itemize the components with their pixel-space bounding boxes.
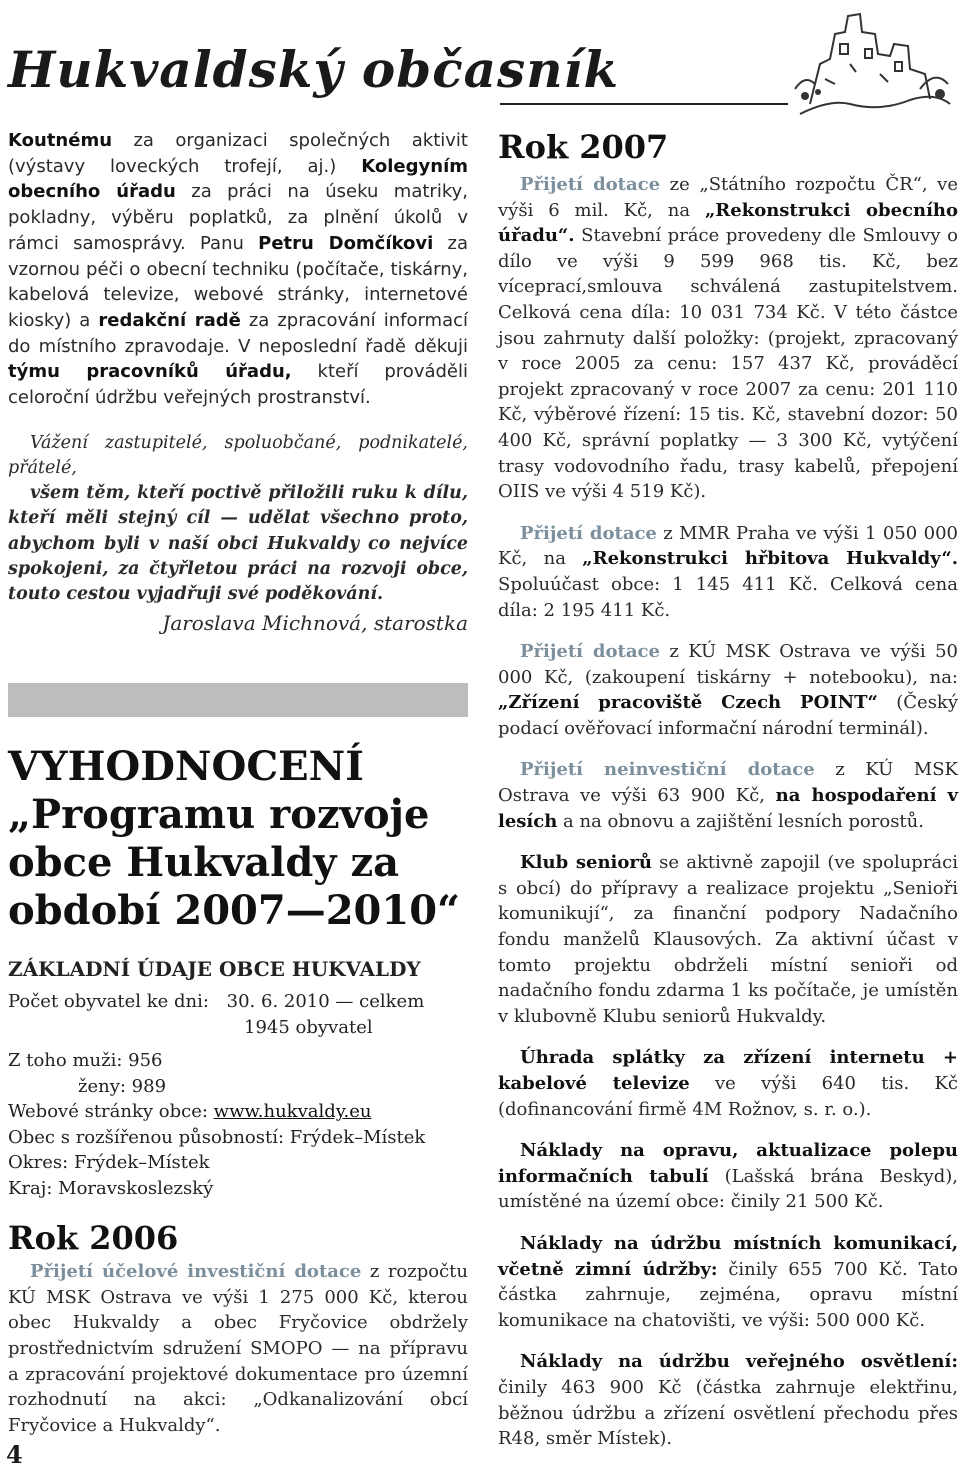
left-column — [8, 128, 468, 1438]
thanks-paragraph: Koutnému za organizaci společných aktivit (výstavy loveckých trofejí, aj.) Kolegyním obecního úřadu za práci na úseku matriky, pokladny, výběru poplatků, za plnění úkolů v rámci samosprávy. Panu Petru Domčíkovi za vzornou péči o obecní techniku (počítače, tiskárny, kabelová televize, webové stránky, internetové kiosky) a redakční radě za zpracování informací do místního zpravodaje. V neposlední řadě děkuji týmu pracovníků úřadu, kteří prováděli celoroční údržbu veřejných prostranství. — [8, 130, 469, 409]
internet-payment-paragraph: Úhrada splátky za zřízení internetu + kabelové televize ve výši 640 tis. Kč (dofinancování firmě 4M Rožnov, s. r. o.). — [498, 1047, 958, 1120]
seniors-club-paragraph: Klub seniorů se aktivně zapojil (ve spolupráci s obcí) do přípravy a realizace projektu „Senioři komunikují“, za finanční podpory Nadačního fondu manželů Klausových. Za aktivní účast v tomto projektu obdrželi místní senioři od nadačního fondu zdarma 1 ks počítače, je umístěn v klubovně Klubu seniorů Hukvaldy. — [498, 852, 958, 1027]
castle-ruin-illustration — [790, 4, 955, 122]
masthead-title: Hukvaldský občasník — [8, 40, 620, 99]
grant-paragraph-1: Přijetí dotace ze „Státního rozpočtu ČR“, ve výši 6 mil. Kč, na „Rekonstrukci obecního úřadu“. Stavební práce provedeny dle Smlouvy o dílo ve výši 9 599 968 tis. Kč, bez víceprací,smlouva schválená zastupitelstvem. Celková cena díla: 10 031 734 Kč. V této částce jsou zahrnuty další položky: (projekt, zpracovaný v roce 2005 za cenu: 157 437 Kč, prováděcí projekt zpracovaný v roce 2007 za cenu: 201 110 Kč, výběrové řízení: 15 tis. Kč, stavební dozor: 50 400 Kč, správní poplatky — 3 300 Kč, vytýčení trasy vodovodního řadu, trasy kabelů, přepojení OIIS ve výši 4 519 Kč). — [498, 174, 958, 503]
info-boards-paragraph: Náklady na opravu, aktualizace polepu informačních tabulí (Lašská brána Beskyd), umístěné na území obce: činily 21 500 Kč. — [498, 1140, 958, 1213]
grant-paragraph-2: Přijetí dotace z MMR Praha ve výši 1 050 000 Kč, na „Rekonstrukci hřbitova Hukvaldy“. Spoluúčast obce: 1 145 411 Kč. Celková cena díla: 2 195 411 Kč. — [498, 522, 958, 621]
grant-paragraph-3: Přijetí dotace z KÚ MSK Ostrava ve výši 50 000 Kč, (zakoupení tiskárny + notebooku), na: „Zřízení pracoviště Czech POINT“ (Český podací ověřovací informační národní terminál). — [498, 641, 959, 739]
letter-greeting: Vážení zastupitelé, spoluobčané, podnikatelé, přátelé, — [8, 432, 468, 478]
masthead-rule — [500, 103, 788, 105]
right-column — [498, 128, 958, 1468]
page-number: 4 — [6, 1440, 23, 1469]
rok-2007-heading: Rok 2007 — [498, 128, 669, 166]
lighting-paragraph: Náklady na údržbu veřejného osvětlení: činily 463 900 Kč (částka zahrnuje elektřinu, běžnou údržbu a zřízení osvětlení přechodu přes R48, směr Místek). — [498, 1351, 958, 1450]
rok-2006-paragraph: Přijetí účelové investiční dotace z rozpočtu KÚ MSK Ostrava ve výši 1 275 000 Kč, kterou obec Hukvaldy a obec Fryčovice obdržely prostřednictvím sdružení SMOPO — na přípravu a zpracování projektové dokumentace pro územní rozhodnutí na akci: „Odkanalizování obcí Fryčovice a Hukvaldy“. — [8, 1261, 469, 1436]
rok-2006-heading: Rok 2006 — [8, 1219, 179, 1258]
basic-data-block: Počet obyvatel ke dni: 30. 6. 2010 — celkem 1945 obyvatel Z toho muži: 956 ženy: 989 Webové stránky obce: www.hukvaldy.eu Obec s rozšířenou působností: Frýdek–Místek Okres: Frýdek–Místek Kraj: Moravskoslezský — [8, 991, 426, 1199]
website-link[interactable]: www.hukvaldy.eu — [213, 1101, 372, 1123]
letter-body: všem těm, kteří poctivě přiložili ruku k dílu, kteří měli stejný cíl — udělat všechno proto, abychom byli v naší obci Hukvaldy co nejvíce spokojeni, za čtyřletou práci na rozvoji obce, touto cestou vyjadřuji své poděkování. — [8, 483, 468, 604]
thanks-name: Koutnému — [8, 130, 113, 151]
evaluation-heading: VYHODNOCENÍ „Programu rozvoje obce Hukvaldy za období 2007—2010“ — [8, 743, 461, 935]
grey-divider-bar — [8, 683, 468, 717]
basic-data-title: ZÁKLADNÍ ÚDAJE OBCE HUKVALDY — [8, 957, 421, 982]
roads-maintenance-paragraph: Náklady na údržbu místních komunikací, včetně zimní údržby: činily 655 700 Kč. Tato částka zahrnuje, zejména, opravu místní komunikace na chatovišti, ve výši: 500 000 Kč. — [498, 1232, 958, 1331]
letter-signature: Jaroslava Michnová, starostka — [162, 611, 468, 636]
grant-paragraph-4: Přijetí neinvestiční dotace z KÚ MSK Ostrava ve výši 63 900 Kč, na hospodaření v lesích a na obnovu a zajištění lesních porostů. — [498, 759, 958, 832]
